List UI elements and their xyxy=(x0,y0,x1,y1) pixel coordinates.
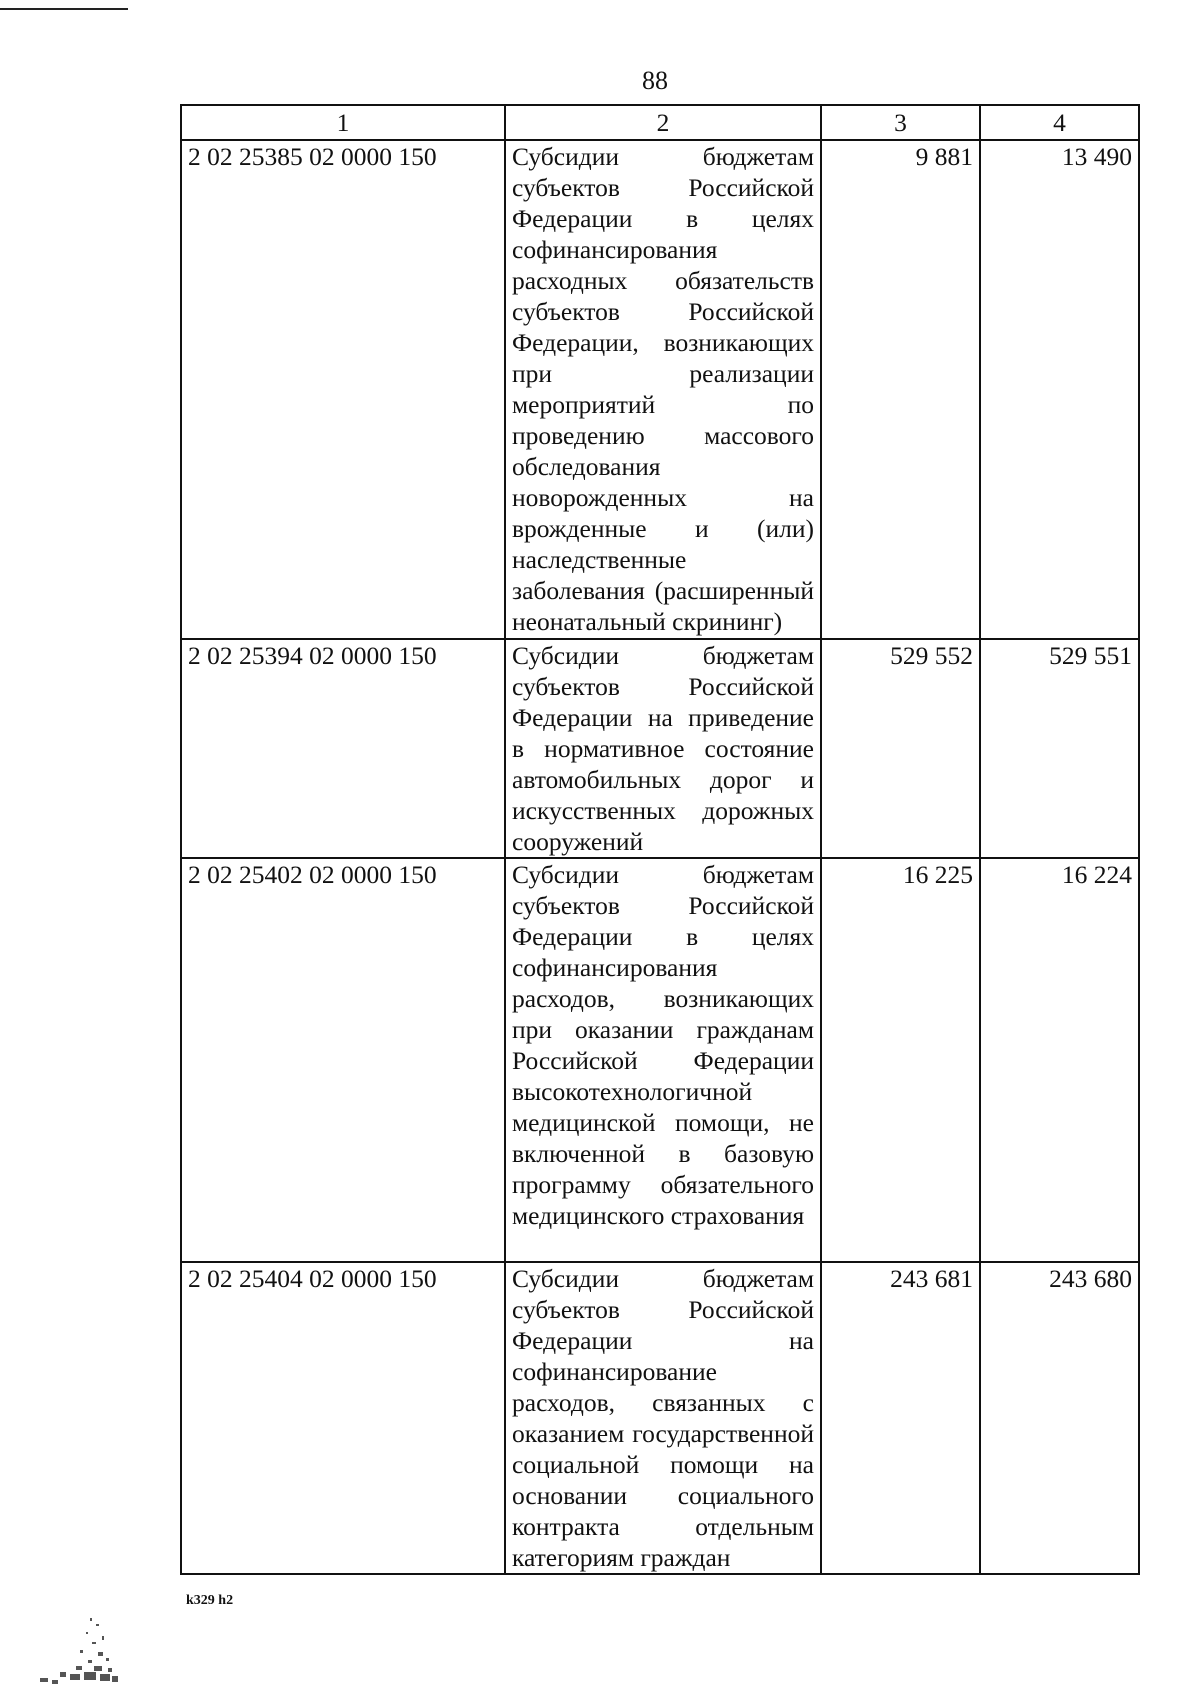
row-value-3: 529 552 xyxy=(821,639,980,858)
page-number: 88 xyxy=(642,66,668,95)
row-description: Субсидии бюджетам субъектов Российской Федерации на приведение в нормативное состояние автомобильных дорог и искусственных дорожных сооружений xyxy=(505,639,821,858)
row-description: Субсидии бюджетам субъектов Российской Федерации на софинансирование расходов, связанных с оказанием государственной социальной помощи на основании социального контракта отдельным категориям граждан xyxy=(505,1262,821,1574)
column-header-2: 2 xyxy=(505,105,821,140)
table-row xyxy=(181,858,1139,1262)
column-header-4: 4 xyxy=(980,105,1139,140)
scan-corner-line xyxy=(0,8,128,10)
row-value-4: 16 224 xyxy=(980,858,1139,1262)
row-code: 2 02 25394 02 0000 150 xyxy=(181,639,505,858)
row-value-3: 16 225 xyxy=(821,858,980,1262)
column-header-1: 1 xyxy=(181,105,505,140)
row-value-4: 13 490 xyxy=(980,140,1139,639)
header-row xyxy=(181,105,1139,140)
row-value-3: 243 681 xyxy=(821,1262,980,1574)
table-row xyxy=(181,639,1139,858)
row-value-4: 243 680 xyxy=(980,1262,1139,1574)
row-description: Субсидии бюджетам субъектов Российской Федерации в целях софинансирования расходов, возникающих при оказании гражданам Российской Федерации высокотехнологичной медицинской помощи, не включенной в базовую программу обязательного медицинского страхования xyxy=(505,858,821,1262)
document-footer-code: k329 h2 xyxy=(186,1593,234,1608)
row-value-4: 529 551 xyxy=(980,639,1139,858)
row-code: 2 02 25404 02 0000 150 xyxy=(181,1262,505,1574)
row-code: 2 02 25385 02 0000 150 xyxy=(181,140,505,639)
table-row xyxy=(181,1262,1139,1574)
scan-noise-mark xyxy=(20,1610,120,1686)
row-code: 2 02 25402 02 0000 150 xyxy=(181,858,505,1262)
row-description: Субсидии бюджетам субъектов Российской Федерации в целях софинансирования расходных обязательств субъектов Российской Федерации, возникающих при реализации мероприятий по проведению массового обследования новорожденных на врожденные и (или) наследственные заболевания (расширенный неонатальный скрининг) xyxy=(505,140,821,639)
budget-table xyxy=(180,104,1140,1575)
table-row xyxy=(181,140,1139,639)
row-value-3: 9 881 xyxy=(821,140,980,639)
column-header-3: 3 xyxy=(821,105,980,140)
